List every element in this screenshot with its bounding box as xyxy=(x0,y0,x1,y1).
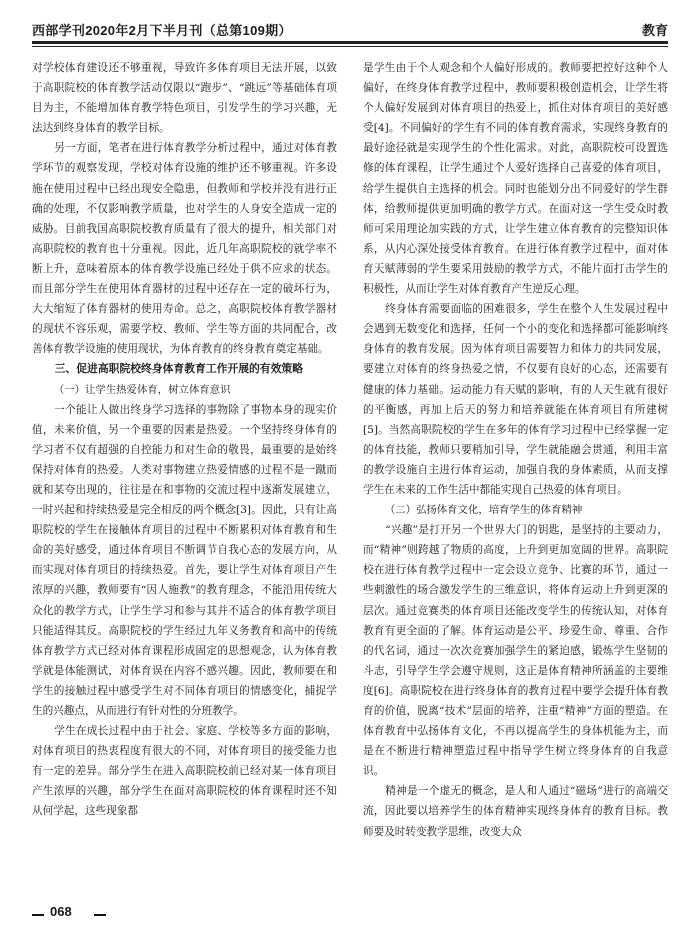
paragraph: “兴趣”是打开另一个世界大门的钥匙，是坚持的主要动力，而“精神”则跨越了物质的高度，上升到更加宽阔的世界。高职院校在进行体育教学过程中一定会设立竞争、比赛的环节，通过一些刺激性的场合激发学生的三维意识，将体育运动上升到更深的层次。通过竞赛类的体育项目还能改变学生的传统认知，对体育教育有更全面的了解。体育运动是公平、珍爱生命、尊重、合作的代名词，通过一次次竞赛加强学生的紧迫感，锻炼学生坚韧的斗志，引导学生学会遵守规则，这正是体育精神所涵盖的主要维度[6]。高职院校在进行终身体育的教育过程中要学会提升体育教育的价值，脱离“技术”层面的培养，注重“精神”方面的塑造。在体育教育中弘扬体育文化，不再以提高学生的身体机能为主，而是在不断进行精神塑造过程中指导学生树立终身体育的自我意识。 xyxy=(363,524,668,778)
left-column xyxy=(32,58,337,898)
paragraph: 一个能让人做出终身学习选择的事物除了事物本身的现实价值，未来价值，另一个重要的因素是热爱。一个坚持终身体育的学习者不仅有超强的自控能力和对生命的敬畏，最重要的是始终保持对体育的热爱。人类对事物建立热爱情感的过程不是一蹴而就和某夸出现的，往往是在和事物的交流过程中逐渐发展建立，一时兴起和持续热爱是完全相反的两个概念[3]。因此，只有让高职院校的学生在接触体育项目的过程中不断累积对体育教育和生命的美好感受，通过体育项目不断调节自我心态的发展方向，从而实现对体育项目的持续热爱。首先，要让学生对体育项目产生浓厚的兴趣，教师要有“因人施教”的教育理念，不能沿用传统大众化的教学方式，让学生学习和参与其并不适合的体育教学项目只能适得其反。高职院校的学生经过九年义务教育和高中的传统体育教学方式已经对体育课程形成固定的思想观念，认为体育教学就是体能测试，对体育误在内容不感兴趣。因此，教师要在和学生的接触过程中感受学生对不同体育项目的情感变化，捕捉学生的兴趣点，从而进行有针对性的分班教学。 xyxy=(32,403,337,717)
section-heading: （一）让学生热爱体育，树立体育意识 xyxy=(53,383,231,396)
paragraph: 对学校体育建设还不够重视，导致许多体育项目无法开展，以致于高职院校的体育教学活动仅限以“跑步”、“跳远”等基础体育项目为主，不能增加体育教学特色项目，引发学生的学习兴趣，无法达到终身体育的教学目标。 xyxy=(32,62,337,135)
page-number: 068 xyxy=(50,904,72,919)
paragraph: 另一方面，笔者在进行体育教学分析过程中，通过对体育教学环节的观察发现，学校对体育设施的维护还不够重视。许多设施在使用过程中已经出现安全隐患，但教师和学校并没有进行正确的处理，不仅影响教学质量，也对学生的人身安全造成一定的威胁。目前我国高职院校教育质量有了很大的提升，相关部门对高职院校的教育也十分重视。因此，近几年高职院校的就学率不断上升，意味着原本的体育教学设施已经处于供不应求的状态。而且部分学生在使用体育器材的过程中还存在一定的破坏行为，大大缩短了体育器材的使用寿命。总之，高职院校体育教学器材的现状不容乐观，需要学校、教师、学生等方面的共同配合，改善体育教学设施的使用现状，为体育教育的终身教育奠定基础。 xyxy=(32,142,337,356)
section-heading: （二）弘扬体育文化，培育学生的体育精神 xyxy=(384,504,583,517)
footer-dash-left xyxy=(32,914,44,916)
header-rule-thick xyxy=(32,41,668,44)
footer-dash-right xyxy=(94,914,106,916)
paragraph: 终身体育需要面临的困难很多，学生在整个人生发展过程中会遇到无数变化和选择，任何一个小的变化和选择都可能影响终身体育的教育发展。因为体育项目需要智力和体力的共同发展，要建立对体育的终身热爱之情，不仅要有良好的心态，还需要有健康的体力基础。运动能力有天赋的影响，有的人天生就有很好的平衡感，再加上后天的努力和培养就能在体育项目有所建树[5]。当然高职院校的学生在多年的体育学习过程中已经掌握一定的体育技能，教师只要稍加引导，学生就能融会贯通，利用丰富的教学设施自主进行体育运动，加强自我的身体素质，从而支撑学生在未来的工作生活中都能实现自己热爱的体育项目。 xyxy=(363,303,668,496)
paragraph: 精神是一个虚无的概念，是人和人通过“磁场”进行的高端交流，因此要以培养学生的体育精神实现终身体育的教育目标。教师要及时转变教学思维，改变大众 xyxy=(363,785,668,838)
paragraph: 学生在成长过程中由于社会、家庭、学校等多方面的影响，对体育项目的热衷程度有很大的不同，对体育项目的接受能力也有一定的差异。部分学生在进入高职院校前已经对某一体育项目产生浓厚的兴趣，部分学生在面对高职院校的体育课程时还不知从何学起，这些现象都 xyxy=(32,725,337,818)
journal-title: 西部学刊2020年2月下半月刊（总第109期） xyxy=(32,23,292,38)
section-heading: 三、促进高职院校终身体育教育工作开展的有效策略 xyxy=(54,363,303,376)
paragraph: 是学生由于个人观念和个人偏好形成的。教师要把控好这种个人偏好，在终身体育教学过程中，教师要积极创造机会，让学生将个人偏好发展到对体育项目的热爱上，抓住对体育项目的美好感受[4]。不同偏好的学生有不同的体育教育需求，实现终身教育的最好途径就是实现学生的个性化需求。对此，高职院校可设置选修的体育课程，让学生通过个人爱好选择自己喜爱的体育项目，给学生提供自主选择的机会。同时也能划分出不同爱好的学生群体，给教师提供更加明确的教学方式。在面对这一学生受众时教师可采用理论加实践的方式，让学生建立体育教育的完整知识体系，从内心深处接受体育教育。在进行体育教学过程中，面对体育天赋薄弱的学生要采用鼓励的教学方式，不能片面打击学生的积极性，从而让学生对体育教育产生逆反心理。 xyxy=(363,62,668,296)
right-column xyxy=(363,58,668,898)
section-label: 教育 xyxy=(641,23,668,38)
header-rule-thin xyxy=(32,46,668,47)
page-header xyxy=(32,12,668,42)
